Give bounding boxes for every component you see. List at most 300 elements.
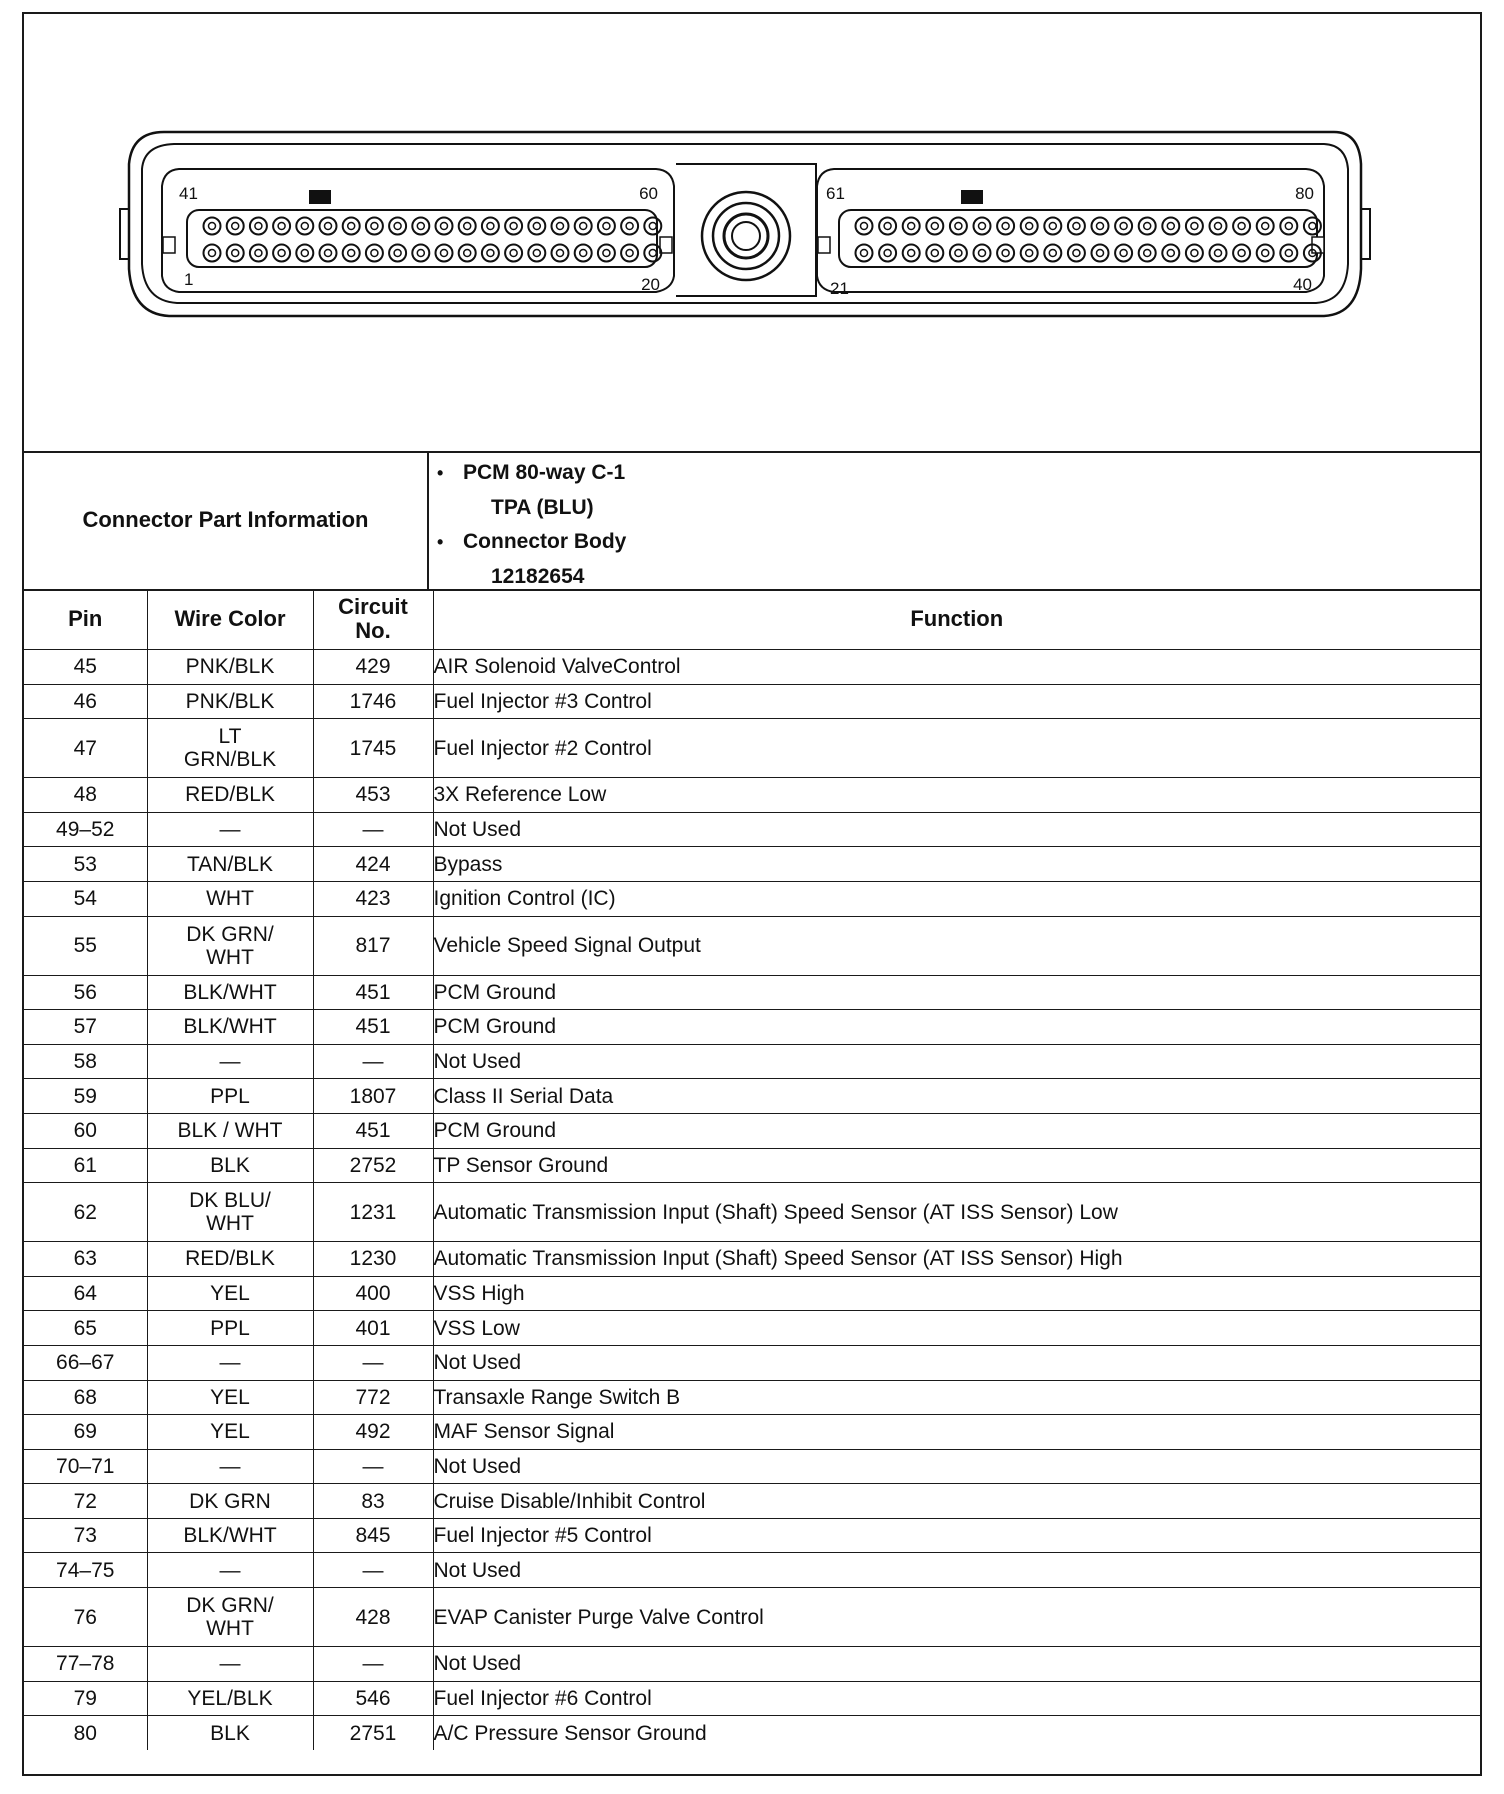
circuit-cell: 772 [313, 1380, 433, 1415]
function-cell: TP Sensor Ground [433, 1148, 1480, 1183]
pin-hole [552, 218, 569, 235]
pin-contact [441, 223, 448, 230]
circuit-cell: 429 [313, 650, 433, 685]
info-item-title: • Connector Body [463, 528, 626, 556]
pin-hole [1162, 218, 1179, 235]
pin-contact [603, 223, 610, 230]
pin-hole [412, 218, 429, 235]
pin-hole [389, 245, 406, 262]
wire-color-line: DK BLU/ [189, 1189, 271, 1213]
pin-label-21: 21 [830, 279, 849, 298]
wire-color-cell: RED/BLK [147, 1242, 313, 1277]
pin-contact [1144, 250, 1151, 257]
table-row [24, 1183, 1480, 1242]
function-cell: Not Used [433, 812, 1480, 847]
pin-contact [510, 250, 517, 257]
pin-hole [204, 245, 221, 262]
wire-color-cell: — [147, 812, 313, 847]
table-row [24, 1518, 1480, 1553]
pin-contact [861, 223, 868, 230]
pin-label-61: 61 [826, 184, 845, 203]
pin-contact [1049, 250, 1056, 257]
function-cell: Automatic Transmission Input (Shaft) Speed Sensor (AT ISS Sensor) High [433, 1242, 1480, 1277]
pin-cell: 48 [24, 778, 147, 813]
pin-contact [464, 223, 471, 230]
header-function: Function [433, 589, 1480, 650]
pin-cell: 70–71 [24, 1449, 147, 1484]
circuit-cell: 423 [313, 881, 433, 916]
pin-contact [487, 223, 494, 230]
pin-contact [1120, 250, 1127, 257]
table-row [24, 1484, 1480, 1519]
pin-hole [528, 218, 545, 235]
function-cell: VSS High [433, 1276, 1480, 1311]
circuit-cell: — [313, 1647, 433, 1682]
pin-hole [997, 218, 1014, 235]
header-circuit-line2: No. [355, 618, 391, 643]
pin-contact [325, 223, 332, 230]
pin-hole [296, 218, 313, 235]
pin-contact [1262, 250, 1269, 257]
pin-hole [903, 245, 920, 262]
function-cell: Class II Serial Data [433, 1079, 1480, 1114]
circuit-cell: 1745 [313, 719, 433, 778]
pin-hole [1210, 245, 1227, 262]
circuit-cell: 1746 [313, 684, 433, 719]
pin-contact [325, 250, 332, 257]
table-row [24, 1681, 1480, 1716]
pin-hole [856, 218, 873, 235]
wire-color-cell: RED/BLK [147, 778, 313, 813]
pin-hole [227, 218, 244, 235]
wire-color-cell: PPL [147, 1079, 313, 1114]
right-tab [1361, 209, 1370, 259]
pin-cell: 54 [24, 881, 147, 916]
wire-color-cell: YEL [147, 1415, 313, 1450]
pin-hole [575, 218, 592, 235]
wire-color-cell: DK GRN [147, 1484, 313, 1519]
pin-hole [250, 218, 267, 235]
wire-color-cell [147, 719, 313, 778]
circuit-cell: — [313, 1553, 433, 1588]
pin-contact [1215, 223, 1222, 230]
pin-contact [278, 250, 285, 257]
table-row [24, 975, 1480, 1010]
pin-contact [1002, 223, 1009, 230]
pin-cell: 73 [24, 1518, 147, 1553]
pin-label-80: 80 [1295, 184, 1314, 203]
connector-face-diagram [24, 14, 1480, 451]
pin-hole [997, 245, 1014, 262]
wire-color-cell: — [147, 1044, 313, 1079]
pin-contact [861, 250, 868, 257]
circuit-cell: — [313, 1044, 433, 1079]
info-item-sub: TPA (BLU) [491, 496, 594, 519]
circuit-cell: 546 [313, 1681, 433, 1716]
pin-contact [232, 223, 239, 230]
pin-contact [884, 250, 891, 257]
table-row [24, 1010, 1480, 1045]
pin-contact [931, 250, 938, 257]
pin-contact [533, 223, 540, 230]
pin-hole [505, 245, 522, 262]
table-row [24, 847, 1480, 882]
pin-contact [464, 250, 471, 257]
circuit-cell: 451 [313, 1113, 433, 1148]
wire-color-line: LT [218, 725, 242, 749]
pin-hole [459, 218, 476, 235]
circuit-cell: 492 [313, 1415, 433, 1450]
pin-contact [209, 250, 216, 257]
circuit-cell: 2752 [313, 1148, 433, 1183]
circuit-cell: 1230 [313, 1242, 433, 1277]
function-cell: PCM Ground [433, 1010, 1480, 1045]
pin-contact [1309, 223, 1316, 230]
function-cell: PCM Ground [433, 1113, 1480, 1148]
left-tab [120, 209, 129, 259]
wire-color-cell: PPL [147, 1311, 313, 1346]
left-pin-block [162, 169, 674, 292]
pin-contact [394, 223, 401, 230]
pin-hole [950, 218, 967, 235]
wire-color-cell: — [147, 1647, 313, 1682]
pin-contact [301, 223, 308, 230]
pin-cell: 79 [24, 1681, 147, 1716]
right-block-marker [961, 190, 983, 204]
pin-hole [436, 245, 453, 262]
pin-cell: 74–75 [24, 1553, 147, 1588]
table-row [24, 1242, 1480, 1277]
pin-hole [343, 218, 360, 235]
pin-hole [320, 245, 337, 262]
table-header-row [24, 589, 1480, 650]
function-cell: Automatic Transmission Input (Shaft) Speed Sensor (AT ISS Sensor) Low [433, 1183, 1480, 1242]
wire-color-cell: BLK [147, 1148, 313, 1183]
pin-contact [232, 250, 239, 257]
pin-hole [974, 245, 991, 262]
wire-color-cell: — [147, 1345, 313, 1380]
pin-cell: 64 [24, 1276, 147, 1311]
pin-hole [1257, 245, 1274, 262]
header-circuit-no [313, 589, 433, 650]
pin-contact [209, 223, 216, 230]
pin-contact [533, 250, 540, 257]
pin-hole [598, 245, 615, 262]
pin-hole [552, 245, 569, 262]
wire-color-line: GRN/BLK [183, 748, 277, 772]
pin-contact [1191, 223, 1198, 230]
pin-hole [1115, 245, 1132, 262]
wire-color-line: WHT [206, 945, 254, 969]
pin-hole [482, 245, 499, 262]
table-row [24, 1276, 1480, 1311]
pin-label-60: 60 [639, 184, 658, 203]
pin-contact [955, 223, 962, 230]
function-cell: Fuel Injector #6 Control [433, 1681, 1480, 1716]
pin-hole [926, 218, 943, 235]
wire-color-cell: BLK/WHT [147, 1518, 313, 1553]
pin-hole [1068, 218, 1085, 235]
pin-hole [644, 218, 661, 235]
pin-hole [1304, 218, 1321, 235]
pin-hole [505, 218, 522, 235]
pin-label-1: 1 [184, 270, 194, 289]
pin-hole [1280, 218, 1297, 235]
pin-hole [389, 218, 406, 235]
table-row [24, 684, 1480, 719]
pin-contact [487, 250, 494, 257]
function-cell: Fuel Injector #5 Control [433, 1518, 1480, 1553]
pin-hole [974, 218, 991, 235]
pin-contact [1026, 223, 1033, 230]
pin-contact [1191, 250, 1198, 257]
header-circuit-line1: Circuit [338, 594, 408, 619]
pin-cell: 69 [24, 1415, 147, 1450]
info-item-sub: 12182654 [491, 565, 585, 588]
pin-hole [1233, 218, 1250, 235]
wire-color-line: DK GRN/ [186, 1594, 274, 1618]
pin-hole [1044, 245, 1061, 262]
pin-cell: 57 [24, 1010, 147, 1045]
function-cell: Ignition Control (IC) [433, 881, 1480, 916]
header-pin: Pin [24, 589, 147, 650]
center-bolt-housing [676, 164, 816, 296]
pin-contact [371, 250, 378, 257]
pin-cell: 47 [24, 719, 147, 778]
function-cell: Cruise Disable/Inhibit Control [433, 1484, 1480, 1519]
table-row [24, 1345, 1480, 1380]
wire-color-cell: BLK/WHT [147, 975, 313, 1010]
wire-color-line: WHT [206, 1212, 254, 1236]
pin-hole [1068, 245, 1085, 262]
pin-cell: 63 [24, 1242, 147, 1277]
pin-hole [320, 218, 337, 235]
pin-cell: 59 [24, 1079, 147, 1114]
pin-contact [394, 250, 401, 257]
table-row [24, 1044, 1480, 1079]
pin-contact [417, 250, 424, 257]
pin-contact [580, 250, 587, 257]
left-block-marker [309, 190, 331, 204]
pin-hole [598, 218, 615, 235]
pin-cell: 80 [24, 1716, 147, 1750]
pin-hole [1092, 218, 1109, 235]
pin-contact [1097, 223, 1104, 230]
wire-color-line: WHT [206, 1617, 254, 1641]
function-cell: Not Used [433, 1647, 1480, 1682]
info-item-title: • PCM 80-way C-1 [463, 459, 625, 487]
connector-part-information [24, 451, 1480, 591]
pin-hole [436, 218, 453, 235]
pin-hole [343, 245, 360, 262]
pin-contact [884, 223, 891, 230]
pin-contact [348, 250, 355, 257]
pin-cell: 49–52 [24, 812, 147, 847]
pin-label-41: 41 [179, 184, 198, 203]
pin-hole [879, 218, 896, 235]
pin-hole [1280, 245, 1297, 262]
pin-cell: 45 [24, 650, 147, 685]
wire-color-cell: YEL/BLK [147, 1681, 313, 1716]
pin-contact [1026, 250, 1033, 257]
pin-hole [903, 218, 920, 235]
pin-hole [459, 245, 476, 262]
pin-contact [278, 223, 285, 230]
circuit-cell: 451 [313, 1010, 433, 1045]
pin-contact [1262, 223, 1269, 230]
function-cell: VSS Low [433, 1311, 1480, 1346]
pin-hole [1044, 218, 1061, 235]
function-cell: AIR Solenoid ValveControl [433, 650, 1480, 685]
pin-hole [482, 218, 499, 235]
pin-hole [1186, 218, 1203, 235]
table-row [24, 1449, 1480, 1484]
table-row [24, 1311, 1480, 1346]
pin-contact [1002, 250, 1009, 257]
pin-cell: 72 [24, 1484, 147, 1519]
wire-color-cell: — [147, 1449, 313, 1484]
table-row [24, 719, 1480, 778]
function-cell: Bypass [433, 847, 1480, 882]
center-bolt-ring-outer [702, 192, 790, 280]
table-row [24, 812, 1480, 847]
circuit-cell: — [313, 812, 433, 847]
pin-hole [644, 245, 661, 262]
pin-label-20: 20 [641, 275, 660, 294]
circuit-cell: — [313, 1449, 433, 1484]
pin-hole [1139, 245, 1156, 262]
pin-contact [417, 223, 424, 230]
pin-hole [412, 245, 429, 262]
connector-diagram-panel [24, 14, 1480, 453]
pin-hole [227, 245, 244, 262]
pin-contact [255, 250, 262, 257]
pin-cell: 55 [24, 916, 147, 975]
function-cell: EVAP Canister Purge Valve Control [433, 1588, 1480, 1647]
pin-contact [626, 223, 633, 230]
circuit-cell: 400 [313, 1276, 433, 1311]
circuit-cell: 1231 [313, 1183, 433, 1242]
wire-color-cell: PNK/BLK [147, 650, 313, 685]
function-cell: MAF Sensor Signal [433, 1415, 1480, 1450]
pin-contact [955, 250, 962, 257]
wire-color-cell: YEL [147, 1276, 313, 1311]
pin-hole [1257, 218, 1274, 235]
pin-hole [879, 245, 896, 262]
function-cell: Not Used [433, 1345, 1480, 1380]
table-row [24, 1588, 1480, 1647]
pin-cell: 62 [24, 1183, 147, 1242]
pin-cell: 46 [24, 684, 147, 719]
wire-color-cell: YEL [147, 1380, 313, 1415]
pin-hole [621, 245, 638, 262]
function-cell: Not Used [433, 1044, 1480, 1079]
pin-hole [1139, 218, 1156, 235]
wire-color-cell [147, 1588, 313, 1647]
pin-contact [1120, 223, 1127, 230]
pin-contact [1073, 250, 1080, 257]
pin-contact [557, 250, 564, 257]
table-row [24, 1716, 1480, 1750]
wire-color-cell [147, 1183, 313, 1242]
pin-hole [1210, 218, 1227, 235]
circuit-cell: 1807 [313, 1079, 433, 1114]
table-row [24, 1079, 1480, 1114]
function-cell: Not Used [433, 1553, 1480, 1588]
pin-hole [273, 218, 290, 235]
pin-contact [626, 250, 633, 257]
circuit-cell: 845 [313, 1518, 433, 1553]
circuit-cell: 424 [313, 847, 433, 882]
wire-color-cell [147, 916, 313, 975]
pin-contact [1238, 250, 1245, 257]
pin-hole [950, 245, 967, 262]
pin-contact [371, 223, 378, 230]
pin-cell: 58 [24, 1044, 147, 1079]
wire-color-cell: BLK/WHT [147, 1010, 313, 1045]
pin-contact [1097, 250, 1104, 257]
pin-contact [908, 223, 915, 230]
table-row [24, 1113, 1480, 1148]
wire-color-cell: — [147, 1553, 313, 1588]
function-cell: Fuel Injector #2 Control [433, 719, 1480, 778]
center-bolt-ring-inner [724, 214, 768, 258]
pin-hole [926, 245, 943, 262]
circuit-cell: 401 [313, 1311, 433, 1346]
circuit-cell: — [313, 1345, 433, 1380]
pin-hole [1186, 245, 1203, 262]
connector-part-info-label: Connector Part Information [24, 451, 429, 589]
pin-cell: 77–78 [24, 1647, 147, 1682]
pin-contact [1285, 250, 1292, 257]
pin-contact [649, 250, 656, 257]
wire-color-cell: WHT [147, 881, 313, 916]
pin-contact [1073, 223, 1080, 230]
pin-contact [255, 223, 262, 230]
pin-contact [908, 250, 915, 257]
wire-color-cell: TAN/BLK [147, 847, 313, 882]
table-row [24, 778, 1480, 813]
table-row [24, 1380, 1480, 1415]
center-bolt-core [732, 222, 760, 250]
right-pin-array [856, 218, 1321, 262]
pin-hole [204, 218, 221, 235]
pin-contact [441, 250, 448, 257]
pin-contact [557, 223, 564, 230]
function-cell: A/C Pressure Sensor Ground [433, 1716, 1480, 1750]
wire-color-line: DK GRN/ [186, 922, 274, 946]
header-wire-color: Wire Color [147, 589, 313, 650]
pin-cell: 53 [24, 847, 147, 882]
pin-contact [603, 250, 610, 257]
function-cell: 3X Reference Low [433, 778, 1480, 813]
wire-color-cell: PNK/BLK [147, 684, 313, 719]
table-row [24, 916, 1480, 975]
pin-hole [366, 245, 383, 262]
pin-cell: 65 [24, 1311, 147, 1346]
pin-contact [580, 223, 587, 230]
pin-hole [250, 245, 267, 262]
table-row [24, 1553, 1480, 1588]
function-cell: Fuel Injector #3 Control [433, 684, 1480, 719]
pin-hole [366, 218, 383, 235]
circuit-cell: 453 [313, 778, 433, 813]
table-row [24, 1415, 1480, 1450]
pin-contact [348, 223, 355, 230]
wire-color-cell: BLK [147, 1716, 313, 1750]
left-block-key-left [163, 237, 175, 253]
connector-part-info-list [429, 451, 1479, 589]
